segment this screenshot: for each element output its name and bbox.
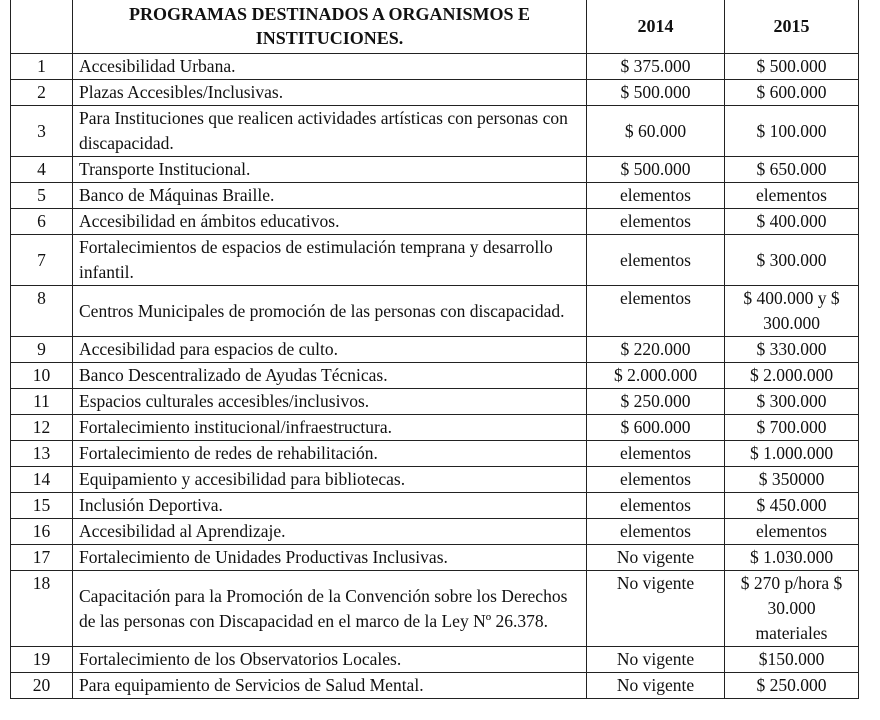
value-2014: No vigente bbox=[587, 545, 725, 571]
value-2015: $ 330.000 bbox=[725, 337, 859, 363]
value-2014: $ 375.000 bbox=[587, 54, 725, 80]
table-row bbox=[11, 209, 859, 235]
program-name: Fortalecimiento institucional/infraestructura. bbox=[73, 415, 587, 441]
program-name: Para Instituciones que realicen actividades artísticas con personas con discapacidad. bbox=[73, 106, 587, 157]
value-2014: elementos bbox=[587, 467, 725, 493]
program-name: Banco Descentralizado de Ayudas Técnicas. bbox=[73, 363, 587, 389]
row-number: 19 bbox=[11, 647, 73, 673]
value-2015: $ 300.000 bbox=[725, 389, 859, 415]
table-body bbox=[11, 54, 859, 699]
row-number: 13 bbox=[11, 441, 73, 467]
row-number: 20 bbox=[11, 673, 73, 699]
program-name: Banco de Máquinas Braille. bbox=[73, 183, 587, 209]
row-number: 1 bbox=[11, 54, 73, 80]
value-2015: $ 400.000 y $ 300.000 bbox=[725, 286, 859, 337]
value-2015: $ 1.000.000 bbox=[725, 441, 859, 467]
value-2015: elementos bbox=[725, 519, 859, 545]
table-row bbox=[11, 54, 859, 80]
row-number: 8 bbox=[11, 286, 73, 337]
program-name: Inclusión Deportiva. bbox=[73, 493, 587, 519]
value-2014: $ 500.000 bbox=[587, 157, 725, 183]
program-name: Para equipamiento de Servicios de Salud Mental. bbox=[73, 673, 587, 699]
value-2014: No vigente bbox=[587, 647, 725, 673]
row-number: 12 bbox=[11, 415, 73, 441]
value-2014: $ 500.000 bbox=[587, 80, 725, 106]
program-name: Accesibilidad para espacios de culto. bbox=[73, 337, 587, 363]
value-2014: elementos bbox=[587, 286, 725, 337]
value-2014: $ 60.000 bbox=[587, 106, 725, 157]
table-row bbox=[11, 337, 859, 363]
table-row bbox=[11, 467, 859, 493]
program-name: Fortalecimiento de los Observatorios Locales. bbox=[73, 647, 587, 673]
value-2014: elementos bbox=[587, 183, 725, 209]
table-header-row bbox=[11, 0, 859, 54]
table-row bbox=[11, 415, 859, 441]
value-2015: $ 400.000 bbox=[725, 209, 859, 235]
value-2015: $ 2.000.000 bbox=[725, 363, 859, 389]
program-name: Plazas Accesibles/Inclusivas. bbox=[73, 80, 587, 106]
program-name: Accesibilidad al Aprendizaje. bbox=[73, 519, 587, 545]
table-row bbox=[11, 286, 859, 337]
table-row bbox=[11, 106, 859, 157]
header-year-2015: 2015 bbox=[725, 0, 859, 54]
table-row bbox=[11, 493, 859, 519]
row-number: 2 bbox=[11, 80, 73, 106]
value-2014: $ 2.000.000 bbox=[587, 363, 725, 389]
value-2015: $ 650.000 bbox=[725, 157, 859, 183]
header-program-cell: PROGRAMAS DESTINADOS A ORGANISMOS E INSTITUCIONES. bbox=[73, 0, 587, 54]
row-number: 5 bbox=[11, 183, 73, 209]
row-number: 16 bbox=[11, 519, 73, 545]
value-2015: $ 450.000 bbox=[725, 493, 859, 519]
program-name: Fortalecimiento de Unidades Productivas Inclusivas. bbox=[73, 545, 587, 571]
row-number: 17 bbox=[11, 545, 73, 571]
value-2014: $ 600.000 bbox=[587, 415, 725, 441]
row-number: 11 bbox=[11, 389, 73, 415]
table-row bbox=[11, 673, 859, 699]
program-name: Accesibilidad Urbana. bbox=[73, 54, 587, 80]
table-row bbox=[11, 235, 859, 286]
table-row bbox=[11, 80, 859, 106]
program-name: Espacios culturales accesibles/inclusivos. bbox=[73, 389, 587, 415]
value-2014: $ 250.000 bbox=[587, 389, 725, 415]
program-name: Transporte Institucional. bbox=[73, 157, 587, 183]
row-number: 18 bbox=[11, 571, 73, 647]
value-2015: $ 300.000 bbox=[725, 235, 859, 286]
value-2014: elementos bbox=[587, 235, 725, 286]
value-2014: elementos bbox=[587, 493, 725, 519]
table-row bbox=[11, 571, 859, 647]
program-name: Capacitación para la Promoción de la Convención sobre los Derechos de las personas con Discapacidad en el marco de la Ley Nº 26.378. bbox=[73, 571, 587, 647]
value-2015: $ 250.000 bbox=[725, 673, 859, 699]
row-number: 9 bbox=[11, 337, 73, 363]
row-number: 3 bbox=[11, 106, 73, 157]
value-2015: elementos bbox=[725, 183, 859, 209]
program-name: Accesibilidad en ámbitos educativos. bbox=[73, 209, 587, 235]
table-row bbox=[11, 647, 859, 673]
row-number: 4 bbox=[11, 157, 73, 183]
table-row bbox=[11, 389, 859, 415]
value-2014: elementos bbox=[587, 519, 725, 545]
value-2014: $ 220.000 bbox=[587, 337, 725, 363]
table-row bbox=[11, 441, 859, 467]
value-2014: elementos bbox=[587, 209, 725, 235]
table-row bbox=[11, 183, 859, 209]
value-2015: $150.000 bbox=[725, 647, 859, 673]
program-name: Equipamiento y accesibilidad para bibliotecas. bbox=[73, 467, 587, 493]
value-2014: No vigente bbox=[587, 673, 725, 699]
program-name: Fortalecimiento de redes de rehabilitación. bbox=[73, 441, 587, 467]
row-number: 15 bbox=[11, 493, 73, 519]
value-2015: $ 270 p/hora $ 30.000 materiales bbox=[725, 571, 859, 647]
header-number-cell bbox=[11, 0, 73, 54]
value-2015: $ 500.000 bbox=[725, 54, 859, 80]
table-row bbox=[11, 363, 859, 389]
row-number: 14 bbox=[11, 467, 73, 493]
programs-table bbox=[10, 0, 859, 699]
value-2015: $ 100.000 bbox=[725, 106, 859, 157]
row-number: 6 bbox=[11, 209, 73, 235]
table-row bbox=[11, 519, 859, 545]
program-name: Fortalecimientos de espacios de estimulación temprana y desarrollo infantil. bbox=[73, 235, 587, 286]
value-2015: $ 700.000 bbox=[725, 415, 859, 441]
table-row bbox=[11, 157, 859, 183]
value-2015: $ 600.000 bbox=[725, 80, 859, 106]
row-number: 7 bbox=[11, 235, 73, 286]
value-2014: No vigente bbox=[587, 571, 725, 647]
value-2015: $ 1.030.000 bbox=[725, 545, 859, 571]
header-year-2014: 2014 bbox=[587, 0, 725, 54]
value-2014: elementos bbox=[587, 441, 725, 467]
row-number: 10 bbox=[11, 363, 73, 389]
value-2015: $ 350000 bbox=[725, 467, 859, 493]
program-name: Centros Municipales de promoción de las personas con discapacidad. bbox=[73, 286, 587, 337]
table-row bbox=[11, 545, 859, 571]
